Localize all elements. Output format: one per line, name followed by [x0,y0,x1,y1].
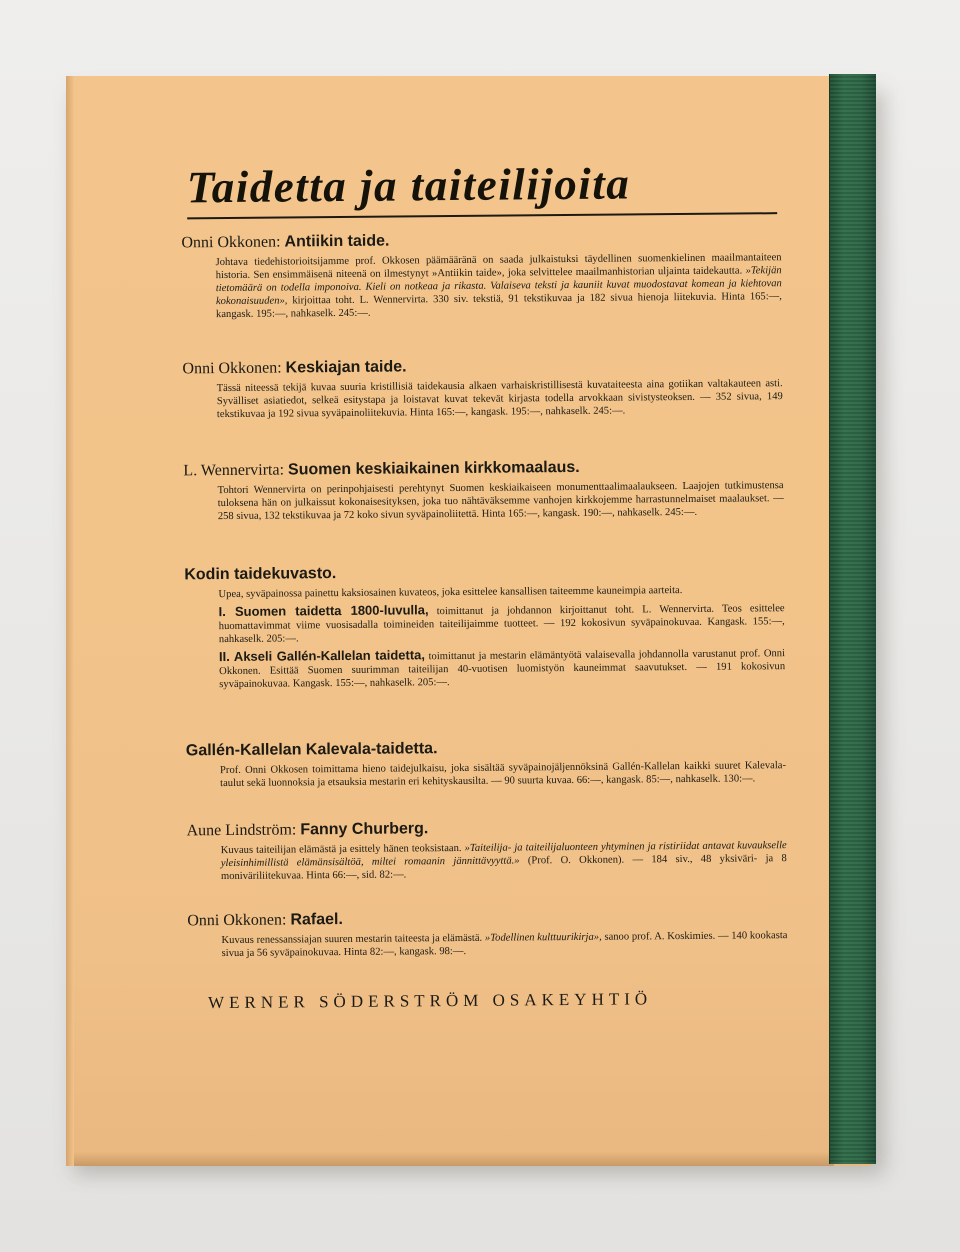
author-name: Onni Okkonen: [187,911,287,930]
entry-heading [182,354,782,379]
entry-description: Upea, syväpainossa painettu kaksiosainen kuvateos, joka esittelee kansallisen taiteemme kauneimpia aarteita. [218,585,683,601]
page-title: Taidetta ja taiteilijoita [186,158,631,213]
entry-description: Prof. Onni Okkosen toimittama hieno taidejulkaisu, joka sisältää syväpainojäljennöksinä Gallén-Kallelan kaikki suuret Kalevala-taulut sekä luonnoksia ja etsauksia mestarin eri kehityskausilta. — 90 suurta kuvaa. 66:—, kangask. 85:—, nahkaselk. 130:—. [219,760,787,790]
book-entry-kodin-taidekuvasto [184,560,785,691]
entry-description: Tohtori Wennervirta on perinpohjaisesti perehtynyt Suomen keskiaikaiseen monumenttaalimaalaukseen. Laajojen tutkimustensa tuloksena hän on julkaissut kokonaisesityksen, joka tuo nähtäväksemme vanhojen kirkkojemme harrastunnelmaiset maalaukset. — 258 sivua, 132 tekstikuvaa ja 72 koko sivun syväpainoliitettä. Hinta 165:—, kangask. 190:—, nahkaselk. 245:—. [217,480,784,523]
book-entry-fanny-churberg [186,816,787,883]
book-entry-keskiajan-taide [182,354,783,421]
work-title: Fanny Churberg. [300,820,429,839]
description-text: sanoo prof. A. Koskimies. — 140 kookasta sivua ja 56 syväpainokuvaa. Hinta 82:—, kangask. 98:—. [221,930,788,960]
book-entry-rafael [187,906,787,960]
description-text: (Prof. O. Okkonen). — 184 siv., 48 yksiväri- ja 8 moniväriliitekuvaa. Hinta 66:—, sid. 82:—. [220,853,787,883]
review-quote: »Taiteilija- ja taiteilijaluonteen yhtyminen ja ristiriidat antavat kuvaukselle yleisinhimillistä elämänsisältöä, miltei romaanin jännittävyyttä.» [220,840,787,870]
entry-heading [184,560,784,585]
cover-left-edge [66,76,74,1166]
volume-entry [219,600,785,646]
description-text: kirjoittaa toht. L. Wennervirta. 330 siv. tekstiä, 91 tekstikuvaa ja 182 sivua hienoja liitekuvia. Hinta 165:—, kangask. 195:—, nahkaselk. 245:—. [215,291,782,321]
author-name: Onni Okkonen: [182,359,282,378]
entry-description [221,929,787,960]
volume-title: II. Akseli Gallén-Kallelan taidetta, [218,647,426,665]
publisher-name: WERNER SÖDERSTRÖM OSAKEYHTIÖ [207,989,653,1013]
work-title: Keskiajan taide. [285,358,407,377]
entry-description: Tässä niteessä tekijä kuvaa suuria kristillisiä taidekausia alkaen varhaiskristillisestä kuvataiteesta aina gotiikan valtakauteen asti. Syvälliset asiatiedot, selkeä esitystapa ja loistavat kuvat tekevät kirjasta todella arvokkaan sivistysteoksen. — 352 sivua, 149 tekstikuvaa ja 192 sivua syväpainoliitekuvia. Hinta 165:—, kangask. 195:—, nahkaselk. 245:—. [216,378,783,421]
author-name: Onni Okkonen: [181,233,281,252]
page-block-edge [74,1152,834,1166]
description-text: Kuvaus taiteilijan elämästä ja esittely hänen teoksistaan. [220,842,462,857]
review-quote: »Todellinen kulttuurikirja», [484,931,602,944]
description-text: Kuvaus renessanssiajan suuren mestarin taiteesta ja elämästä. [221,932,483,947]
entry-heading [181,228,781,253]
entry-description [216,251,783,321]
entry-heading [186,816,786,841]
book-entry-kirkkomaalaus [183,456,784,523]
volume-title: I. Suomen taidetta 1800-luvulla, [218,602,429,620]
entry-heading [187,906,787,931]
work-title: Kodin taidekuvasto. [184,565,337,584]
volume-description: toimittanut ja mestarin elämäntyötä valaisevalla johdannolla varustanut prof. Onni Okkonen. Esittää Suomen suurimman taiteilijan 40-vuotisen luomistyön kauneimmat saavutukset. — 191 kokosivun syväpainokuvaa. Kangask. 155:—, nahkaselk. 205:—. [219,648,786,691]
work-title: Suomen keskiaikainen kirkkomaalaus. [287,458,580,479]
work-title: Rafael. [290,910,343,929]
book-entry-kalevala-taidetta [186,736,786,790]
author-name: Aune Lindström: [186,821,297,840]
volume-entry [219,645,785,691]
green-cloth-spine [829,74,876,1164]
entry-heading [186,736,786,761]
volume-description: toimittanut ja johdannon kirjoittanut toht. L. Wennervirta. Teos esittelee huomattavimmat viime vuosisadalla toimineiden taiteilijaimme tuotteet. — 192 kokosivun syväpainokuvaa. Kangask. 155:—, nahkaselk. 205:—. [218,603,785,646]
work-title: Gallén-Kallelan Kalevala-taidetta. [185,740,438,760]
author-name: L. Wennervirta: [183,461,285,480]
review-quote: »Tekijän tietomäärä on todella imponoiva. Kieli on notkeaa ja rikasta. Valaiseva teksti ja kauniit kuvat muodostavat komean ja kiehtovan kokonaisuuden», [215,265,782,308]
entry-heading [183,456,783,481]
book-entry-antiikin-taide [181,228,782,321]
work-title: Antiikin taide. [284,232,390,251]
description-text: Johtava tiedehistorioitsijamme prof. Okkosen päämääränä on saada julkaistuksi täydellinen suomenkielinen maailmantaiteen historia. Sen ensimmäisenä niteenä on ilmestynyt »Antiikin taide», joka selvittelee maailmanhistorian uljainta taidekautta. [215,252,782,282]
entry-description [221,839,787,883]
